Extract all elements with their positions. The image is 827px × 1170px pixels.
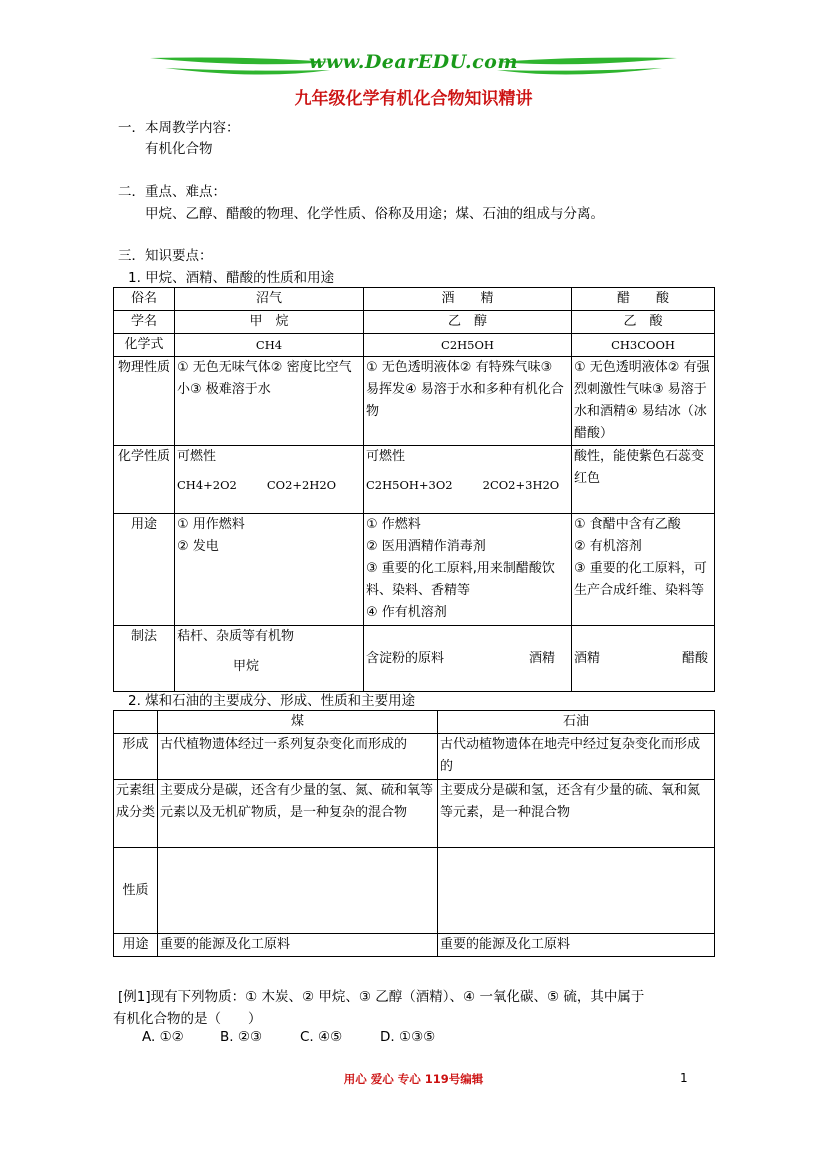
table-row xyxy=(114,780,715,848)
equation-left: CH4+2O2 xyxy=(177,478,237,492)
cell-ethanol xyxy=(364,626,572,692)
table-row xyxy=(114,446,715,514)
row-label: 制法 xyxy=(114,626,175,692)
table-row xyxy=(114,311,715,334)
row-label: 性质 xyxy=(114,848,158,934)
option-d: D. ①③⑤ xyxy=(380,1029,436,1045)
cell-methane xyxy=(175,446,364,514)
cell-ethanol: 乙 醇 xyxy=(364,311,572,334)
cell-methane xyxy=(175,514,364,626)
cell-acetic: ① 无色透明液体② 有强烈刺激性气味③ 易溶于水和酒精④ 易结冰（冰醋酸） xyxy=(572,357,715,446)
corner-cell xyxy=(114,711,158,734)
raw-material: 含淀粉的原料 xyxy=(366,650,445,666)
cell-acetic xyxy=(572,626,715,692)
row-label: 俗名 xyxy=(114,288,175,311)
product: 甲烷 xyxy=(233,659,260,674)
cell-ethanol xyxy=(364,514,572,626)
section3-heading: 三．知识要点： xyxy=(118,248,213,264)
use-item: ③ 重要的化工原料，可生产合成纤维、染料等 xyxy=(574,561,707,598)
table-row xyxy=(114,734,715,780)
column-header-coal: 煤 xyxy=(158,711,438,734)
row-label: 学名 xyxy=(114,311,175,334)
site-name[interactable]: www.DearEDU.com xyxy=(309,51,518,73)
example-question-line1: [例1]现有下列物质：① 木炭、② 甲烷、③ 乙醇（酒精）、④ 一氧化碳、⑤ 硫，其中属于 xyxy=(118,989,645,1005)
use-item: ② 医用酒精作消毒剂 xyxy=(366,539,486,554)
table-row xyxy=(114,934,715,957)
raw-material: 秸杆、杂质等有机物 xyxy=(177,629,295,644)
row-label: 元素组成分类 xyxy=(114,780,158,848)
section1-body: 有机化合物 xyxy=(145,141,213,157)
cell-petroleum: 古代动植物遗体在地壳中经过复杂变化而形成的 xyxy=(438,734,715,780)
cell-petroleum xyxy=(438,848,715,934)
section3-item2: 2. 煤和石油的主要成分、形成、性质和主要用途 xyxy=(128,693,416,709)
preparation-line xyxy=(574,648,712,670)
section3-item1: 1. 甲烷、酒精、醋酸的性质和用途 xyxy=(128,270,335,286)
cell-methane: ① 无色无味气体② 密度比空气小③ 极难溶于水 xyxy=(175,357,364,446)
cell-methane: 沼气 xyxy=(175,288,364,311)
row-label: 物理性质 xyxy=(114,357,175,446)
cell-acetic: 酸性，能使紫色石蕊变红色 xyxy=(572,446,715,514)
cell-coal: 重要的能源及化工原料 xyxy=(158,934,438,957)
use-item: ① 食醋中含有乙酸 xyxy=(574,517,681,532)
equation-left: C2H5OH+3O2 xyxy=(366,478,453,492)
use-item: ① 用作燃料 xyxy=(177,517,245,532)
option-a: A. ①② xyxy=(142,1029,184,1045)
cell-methane xyxy=(175,626,364,692)
combustion-equation-ethanol xyxy=(366,474,569,496)
cell-coal: 古代植物遗体经过一系列复杂变化而形成的 xyxy=(158,734,438,780)
table-row xyxy=(114,334,715,357)
page-title: 九年级化学有机化合物知识精讲 xyxy=(294,89,533,109)
formula-acetic: CH3COOH xyxy=(572,334,715,357)
cell-ethanol: ① 无色透明液体② 有特殊气味③ 易挥发④ 易溶于水和多种有机化合物 xyxy=(364,357,572,446)
cell-coal xyxy=(158,848,438,934)
table-row xyxy=(114,626,715,692)
section2-body: 甲烷、乙醇、醋酸的物理、化学性质、俗称及用途；煤、石油的组成与分离。 xyxy=(145,206,604,222)
use-item: ④ 作有机溶剂 xyxy=(366,605,447,620)
chem-property: 可燃性 xyxy=(177,449,217,464)
cell-petroleum: 主要成分是碳和氢，还含有少量的硫、氧和氮等元素，是一种混合物 xyxy=(438,780,715,848)
organic-compounds-table xyxy=(113,287,715,692)
cell-acetic: 乙 酸 xyxy=(572,311,715,334)
equation-right: CO2+2H2O xyxy=(266,478,337,492)
use-item: ① 作燃料 xyxy=(366,517,421,532)
section2-heading: 二．重点、难点： xyxy=(118,184,226,200)
cell-petroleum: 重要的能源及化工原料 xyxy=(438,934,715,957)
table-row xyxy=(114,357,715,446)
product: 醋酸 xyxy=(681,650,708,666)
cell-ethanol xyxy=(364,446,572,514)
table-row xyxy=(114,288,715,311)
cell-ethanol: 酒 精 xyxy=(364,288,572,311)
footer-text: 用心 爱心 专心 119号编辑 xyxy=(343,1072,484,1086)
chem-property: 可燃性 xyxy=(366,449,406,464)
row-label: 用途 xyxy=(114,514,175,626)
table-row xyxy=(114,514,715,626)
table-row xyxy=(114,848,715,934)
combustion-equation-methane xyxy=(177,474,361,496)
use-item: ② 发电 xyxy=(177,539,219,554)
product: 酒精 xyxy=(528,650,555,666)
formula-ethanol: C2H5OH xyxy=(364,334,572,357)
coal-petroleum-table xyxy=(113,710,715,957)
option-c: C. ④⑤ xyxy=(300,1029,343,1045)
use-item: ② 有机溶剂 xyxy=(574,539,642,554)
equation-right: 2CO2+3H2O xyxy=(482,478,560,492)
cell-coal: 主要成分是碳，还含有少量的氢、氮、硫和氧等元素以及无机矿物质，是一种复杂的混合物 xyxy=(158,780,438,848)
row-label: 化学性质 xyxy=(114,446,175,514)
cell-acetic xyxy=(572,514,715,626)
page-number: 1 xyxy=(680,1071,688,1085)
formula-methane: CH4 xyxy=(175,334,364,357)
column-header-petroleum: 石油 xyxy=(438,711,715,734)
row-label: 化学式 xyxy=(114,334,175,357)
row-label: 形成 xyxy=(114,734,158,780)
preparation-line xyxy=(366,648,569,670)
example-question-line2: 有机化合物的是（ ） xyxy=(113,1011,262,1027)
cell-acetic: 醋 酸 xyxy=(572,288,715,311)
use-item: ③ 重要的化工原料,用来制醋酸饮料、染料、香精等 xyxy=(366,561,555,598)
row-label: 用途 xyxy=(114,934,158,957)
raw-material: 酒精 xyxy=(574,650,601,666)
option-b: B. ②③ xyxy=(220,1029,263,1045)
section1-heading: 一．本周教学内容： xyxy=(118,120,240,136)
cell-methane: 甲 烷 xyxy=(175,311,364,334)
table-header-row xyxy=(114,711,715,734)
